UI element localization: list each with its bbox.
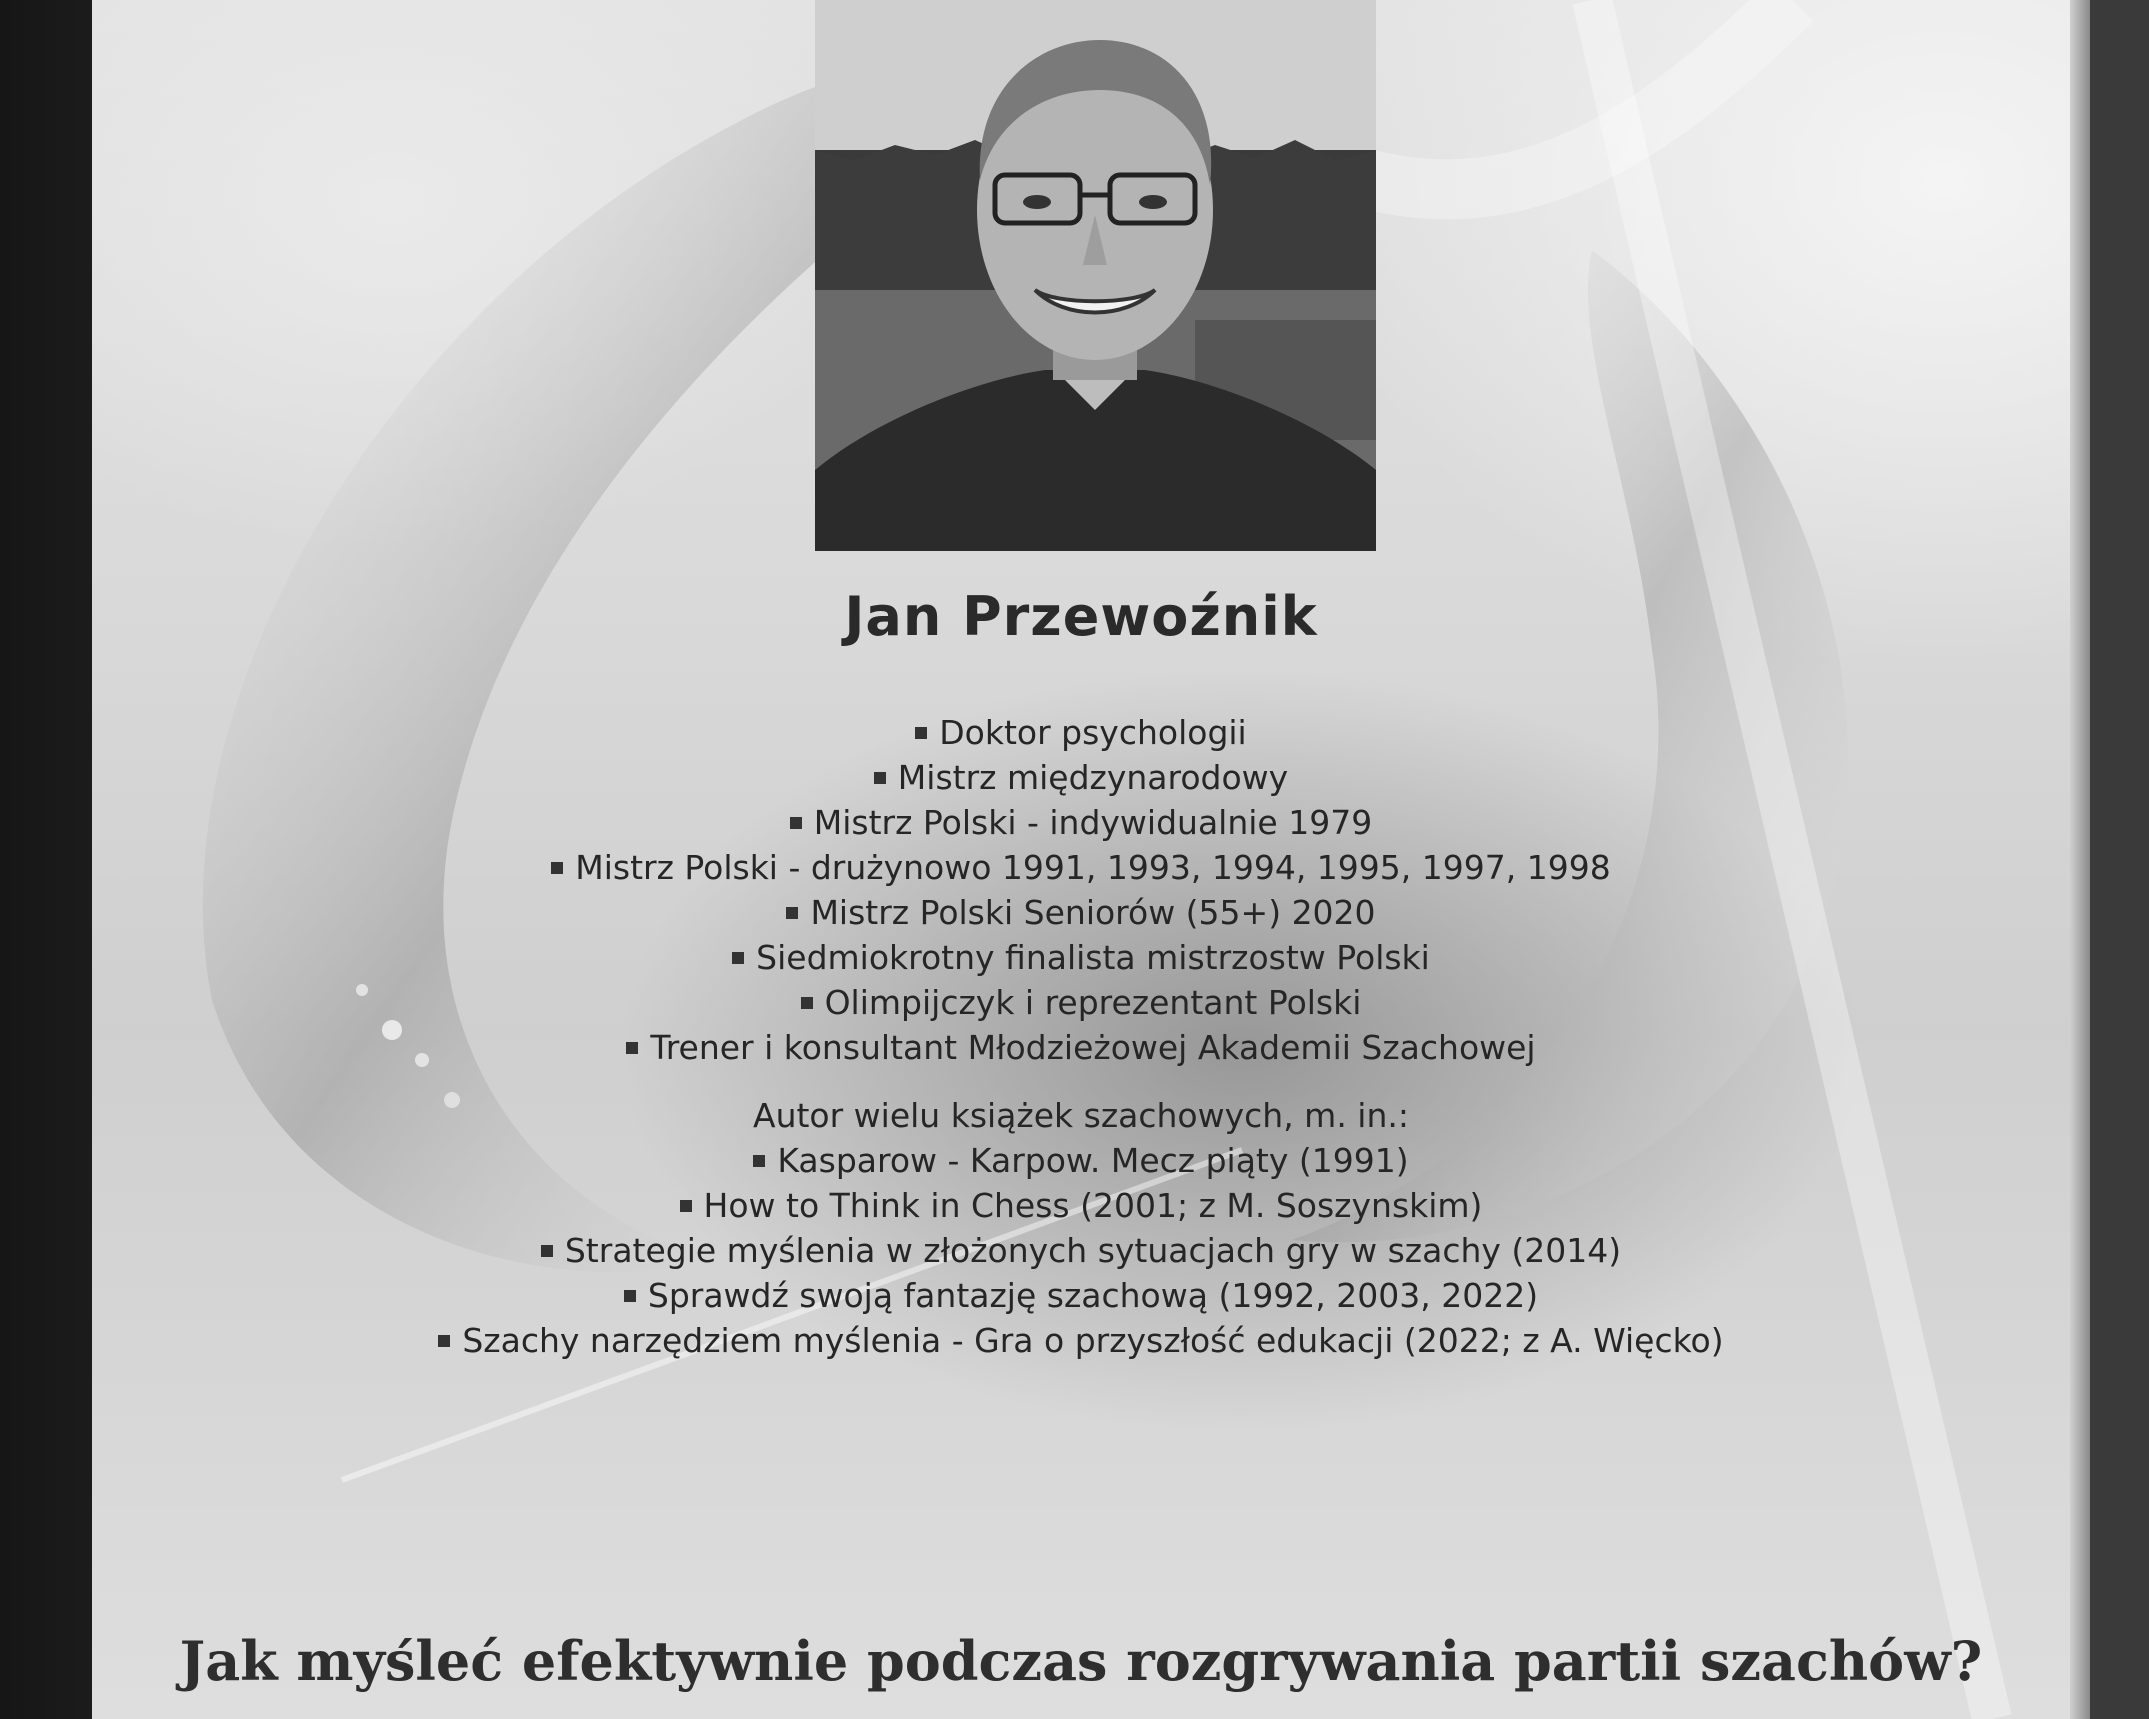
square-bullet-icon	[915, 727, 927, 739]
list-item: Strategie myślenia w złożonych sytuacjach gry w szachy (2014)	[92, 1228, 2070, 1273]
list-item: Mistrz Polski Seniorów (55+) 2020	[92, 890, 2070, 935]
list-item: Szachy narzędziem myślenia - Gra o przyszłość edukacji (2022; z A. Więcko)	[92, 1318, 2070, 1363]
list-item: Kasparow - Karpow. Mecz piąty (1991)	[92, 1138, 2070, 1183]
promo-questions	[92, 1625, 2070, 1697]
square-bullet-icon	[624, 1290, 636, 1302]
square-bullet-icon	[732, 952, 744, 964]
square-bullet-icon	[874, 772, 886, 784]
list-item: Mistrz Polski - indywidualnie 1979	[92, 800, 2070, 845]
list-item: Siedmiokrotny finalista mistrzostw Polski	[92, 935, 2070, 980]
author-name: Jan Przewoźnik	[844, 585, 1318, 648]
author-portrait-image	[815, 0, 1376, 551]
square-bullet-icon	[680, 1200, 692, 1212]
list-item: Olimpijczyk i reprezentant Polski	[92, 980, 2070, 1025]
list-item: How to Think in Chess (2001; z M. Soszynskim)	[92, 1183, 2070, 1228]
square-bullet-icon	[551, 862, 563, 874]
square-bullet-icon	[626, 1042, 638, 1054]
books-list	[92, 1138, 2070, 1363]
list-item: Mistrz międzynarodowy	[92, 755, 2070, 800]
list-item: Doktor psychologii	[92, 710, 2070, 755]
square-bullet-icon	[786, 907, 798, 919]
page-edge	[2070, 0, 2090, 1719]
square-bullet-icon	[541, 1245, 553, 1257]
list-item: Sprawdź swoją fantazję szachową (1992, 2003, 2022)	[92, 1273, 2070, 1318]
achievements-list	[92, 710, 2070, 1070]
square-bullet-icon	[438, 1335, 450, 1347]
author-photo	[815, 0, 1376, 551]
cover-page	[92, 0, 2070, 1719]
square-bullet-icon	[801, 997, 813, 1009]
list-item: Trener i konsultant Młodzieżowej Akademii Szachowej	[92, 1025, 2070, 1070]
square-bullet-icon	[790, 817, 802, 829]
books-intro: Autor wielu książek szachowych, m. in.:	[753, 1096, 1409, 1135]
promo-question: Jak myśleć efektywnie podczas rozgrywania partii szachów?	[179, 1629, 1983, 1693]
square-bullet-icon	[753, 1155, 765, 1167]
list-item: Mistrz Polski - drużynowo 1991, 1993, 1994, 1995, 1997, 1998	[92, 845, 2070, 890]
